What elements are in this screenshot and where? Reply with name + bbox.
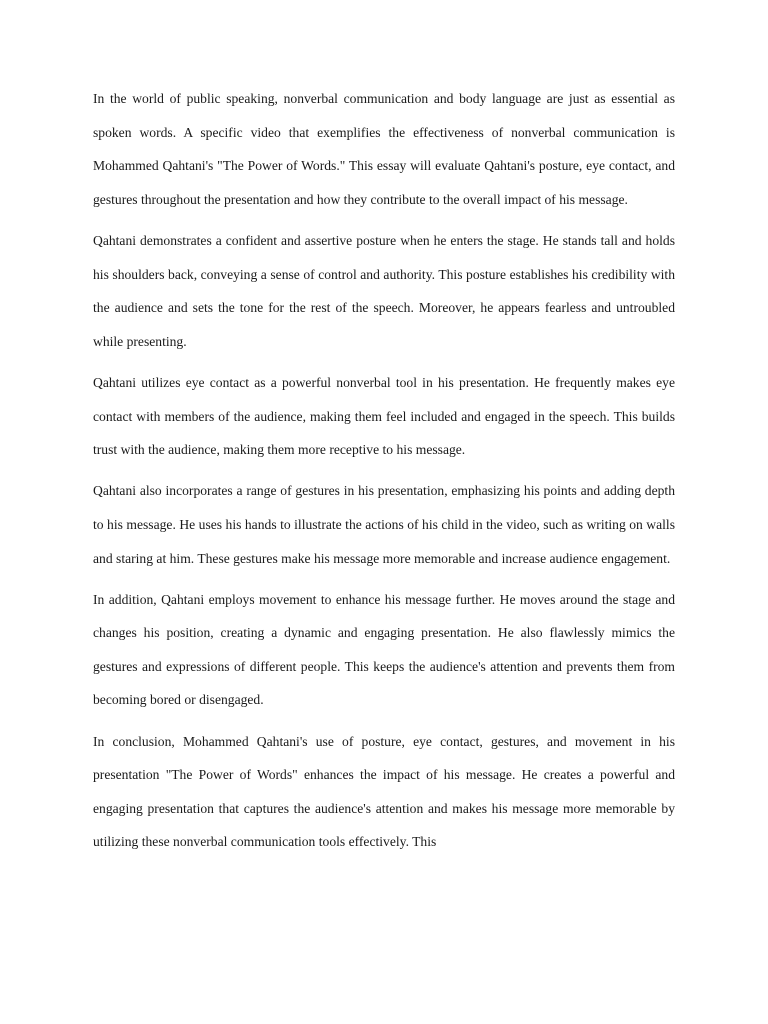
- paragraph-conclusion: In conclusion, Mohammed Qahtani's use of posture, eye contact, gestures, and movement in his presentation "The Power of Words" enhances the impact of his message. He creates a powerful and engaging presentation that captures the audience's attention and makes his message more memorable by utilizing these nonverbal communication tools effectively. This: [93, 733, 675, 850]
- essay-body: [93, 82, 675, 867]
- paragraph-gestures: Qahtani also incorporates a range of gestures in his presentation, emphasizing his points and adding depth to his message. He uses his hands to illustrate the actions of his child in the video, such as writing on walls and staring at him. These gestures make his message more memorable and increase audience engagement.: [93, 483, 675, 566]
- paragraph-introduction: In the world of public speaking, nonverbal communication and body language are just as essential as spoken words. A specific video that exemplifies the effectiveness of nonverbal communication is Mohammed Qahtani's "The Power of Words." This essay will evaluate Qahtani's posture, eye contact, and gestures throughout the presentation and how they contribute to the overall impact of his message.: [93, 91, 675, 207]
- paragraph-movement: In addition, Qahtani employs movement to enhance his message further. He moves around the stage and changes his position, creating a dynamic and engaging presentation. He also flawlessly mimics the gestures and expressions of different people. This keeps the audience's attention and prevents them from becoming bored or disengaged.: [93, 591, 675, 708]
- paragraph-posture: Qahtani demonstrates a confident and assertive posture when he enters the stage. He stands tall and holds his shoulders back, conveying a sense of control and authority. This posture establishes his credibility with the audience and sets the tone for the rest of the speech. Moreover, he appears fearless and untroubled while presenting.: [93, 232, 675, 349]
- paragraph-eye-contact: Qahtani utilizes eye contact as a powerful nonverbal tool in his presentation. He frequently makes eye contact with members of the audience, making them feel included and engaged in the speech. This builds trust with the audience, making them more receptive to his message.: [93, 374, 675, 458]
